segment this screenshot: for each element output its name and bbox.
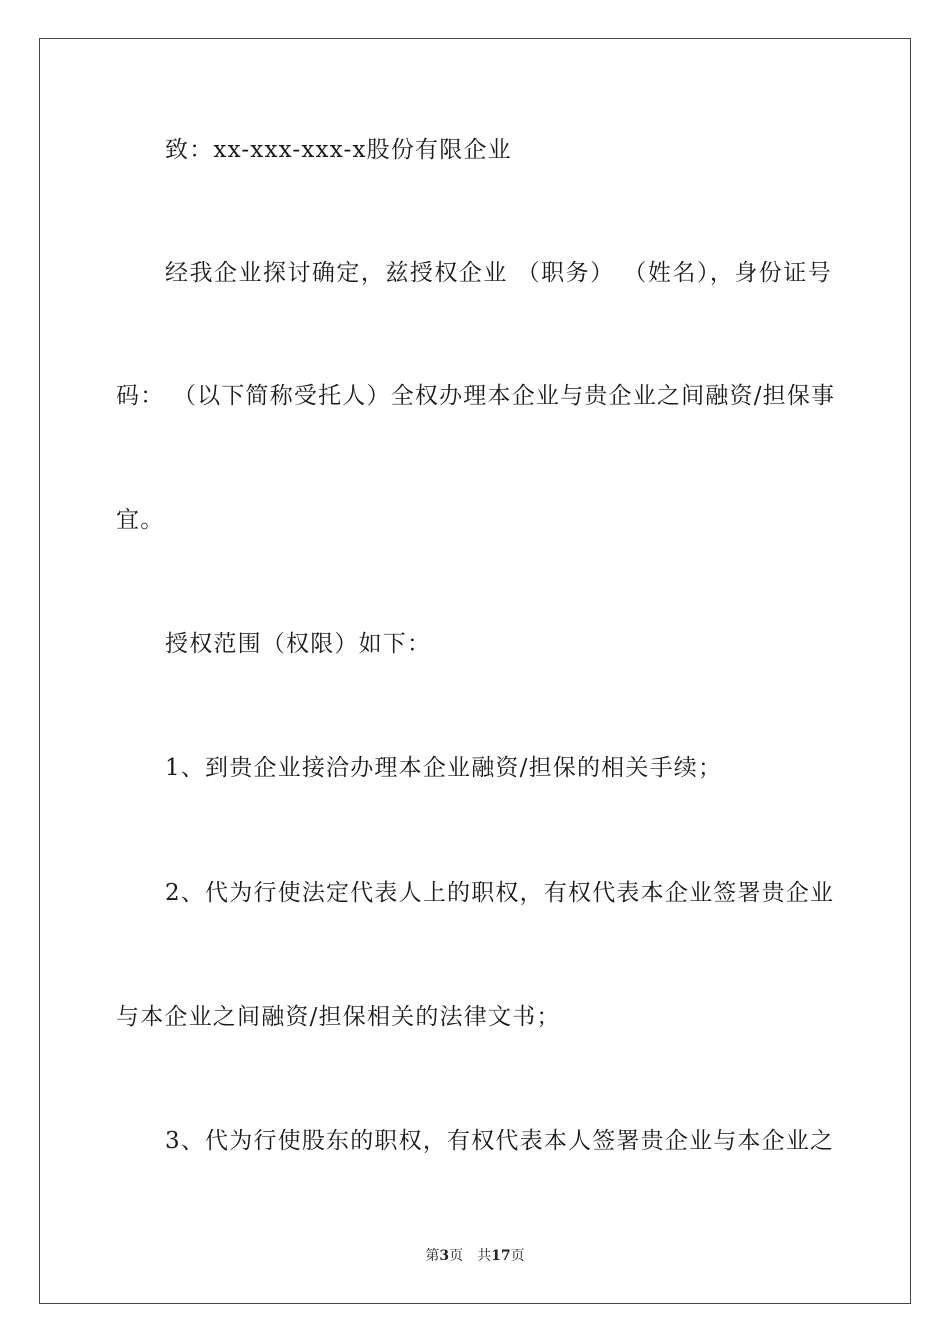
scope-item-3-line-1: 3、代为行使股东的职权，有权代表本人签署贵企业与本企业之 <box>165 1128 835 1154</box>
body-line-3: 宜。 <box>116 507 165 533</box>
page-number: 3 <box>439 1248 450 1264</box>
page-suffix: 页 <box>449 1248 464 1264</box>
body-line-1: 经我企业探讨确定，兹授权企业 （职务） （姓名），身份证号 <box>165 260 832 286</box>
scope-item-1: 1、到贵企业接洽办理本企业融资/担保的相关手续； <box>165 755 723 781</box>
body-line-2: 码： （以下简称受托人）全权办理本企业与贵企业之间融资/担保事 <box>116 383 836 409</box>
page-footer <box>0 1246 950 1266</box>
total-suffix: 页 <box>510 1248 525 1264</box>
scope-item-2-line-2: 与本企业之间融资/担保相关的法律文书； <box>116 1004 561 1030</box>
scope-heading: 授权范围（权限）如下： <box>165 631 432 657</box>
addressee-line: 致：xx-xxx-xxx-x股份有限企业 <box>165 137 512 163</box>
total-pages: 17 <box>491 1248 511 1264</box>
total-prefix: 共 <box>477 1248 492 1264</box>
page-prefix: 第 <box>425 1248 440 1264</box>
page-frame <box>39 38 911 1304</box>
scope-item-2-line-1: 2、代为行使法定代表人上的职权，有权代表本企业签署贵企业 <box>165 880 835 906</box>
